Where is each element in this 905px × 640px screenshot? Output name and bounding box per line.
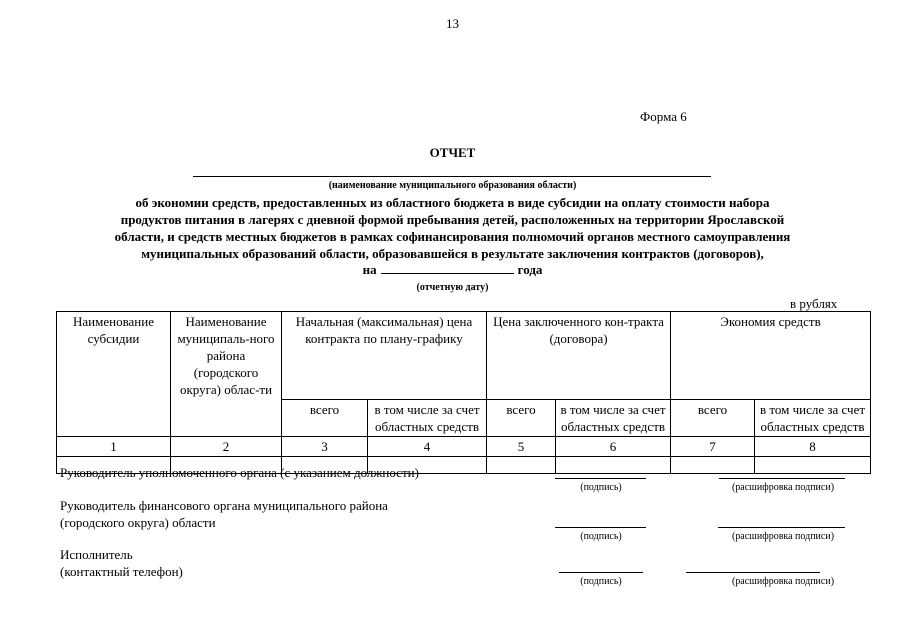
municipality-name-line bbox=[193, 176, 711, 177]
header-initial-price: Начальная (максимальная) цена контракта по плану-графику bbox=[282, 312, 487, 400]
subheader-total: всего bbox=[671, 399, 755, 436]
decoding-line bbox=[718, 527, 845, 528]
head-finance-line: Руководитель финансового органа муниципального района bbox=[60, 498, 388, 513]
header-subsidy-cont bbox=[57, 399, 171, 436]
header-contract-price: Цена заключенного кон-тракта (договора) bbox=[487, 312, 671, 400]
table-cell bbox=[487, 456, 556, 473]
column-number: 1 bbox=[57, 436, 171, 456]
decoding-line bbox=[719, 478, 845, 479]
column-number: 7 bbox=[671, 436, 755, 456]
signature-caption: (подпись) bbox=[580, 531, 622, 542]
signature-line bbox=[555, 527, 646, 528]
date-caption: (отчетную дату) bbox=[416, 282, 489, 293]
decoding-caption: (расшифровка подписи) bbox=[731, 531, 835, 542]
heading-line: об экономии средств, предоставленных из областного бюджета в виде субсидии на оплату стоимости набора bbox=[135, 195, 770, 210]
decoding-caption: (расшифровка подписи) bbox=[731, 576, 835, 587]
head-finance-label bbox=[60, 497, 388, 531]
subheader-regional: в том числе за счет областных средств bbox=[368, 399, 487, 436]
header-subsidy: Наименование субсидии bbox=[57, 312, 171, 400]
report-title: ОТЧЕТ bbox=[429, 145, 476, 160]
page-number: 13 bbox=[446, 16, 459, 31]
form-label: Форма 6 bbox=[640, 109, 687, 124]
head-finance-line: (городского округа) области bbox=[60, 515, 216, 530]
signature-line bbox=[555, 478, 646, 479]
decoding-caption: (расшифровка подписи) bbox=[731, 482, 835, 493]
signature-caption: (подпись) bbox=[580, 482, 622, 493]
column-number: 4 bbox=[368, 436, 487, 456]
units-label: в рублях bbox=[790, 296, 838, 311]
table-cell bbox=[755, 456, 871, 473]
column-number: 5 bbox=[487, 436, 556, 456]
date-prefix: на bbox=[362, 262, 377, 277]
date-blank-line bbox=[381, 262, 514, 274]
subheader-total: всего bbox=[282, 399, 368, 436]
decoding-line bbox=[686, 572, 820, 573]
heading-line: продуктов питания в лагерях с дневной формой пребывания детей, расположенных на территории Ярославской bbox=[120, 212, 785, 227]
column-number: 2 bbox=[171, 436, 282, 456]
table-header-row bbox=[57, 312, 871, 400]
report-table bbox=[56, 311, 871, 474]
head-authorized-label: Руководитель уполномоченного органа (с указанием должности) bbox=[60, 465, 419, 480]
column-number: 3 bbox=[282, 436, 368, 456]
column-number: 6 bbox=[556, 436, 671, 456]
executor-label bbox=[60, 546, 183, 580]
signature-line bbox=[559, 572, 643, 573]
executor-line: (контактный телефон) bbox=[60, 564, 183, 579]
header-district: Наименование муниципаль-ного района (городского округа) облас-ти bbox=[171, 312, 282, 400]
subheader-regional: в том числе за счет областных средств bbox=[755, 399, 871, 436]
header-district-cont bbox=[171, 399, 282, 436]
heading-line: области, и средств местных бюджетов в рамках софинансирования полномочий органов местного самоуправления bbox=[114, 229, 791, 244]
signature-caption: (подпись) bbox=[580, 576, 622, 587]
heading-line: муниципальных образований области, образовавшейся в результате заключения контрактов (договоров), bbox=[141, 246, 764, 261]
column-number: 8 bbox=[755, 436, 871, 456]
table-cell bbox=[671, 456, 755, 473]
column-number-row bbox=[57, 436, 871, 456]
date-suffix: года bbox=[517, 262, 543, 277]
header-savings: Экономия средств bbox=[671, 312, 871, 400]
table-cell bbox=[556, 456, 671, 473]
municipality-name-caption: (наименование муниципального образования области) bbox=[328, 180, 577, 191]
report-heading bbox=[0, 194, 905, 262]
report-date-row bbox=[0, 262, 905, 278]
subheader-regional: в том числе за счет областных средств bbox=[556, 399, 671, 436]
executor-line: Исполнитель bbox=[60, 547, 133, 562]
subheader-total: всего bbox=[487, 399, 556, 436]
table-subheader-row bbox=[57, 399, 871, 436]
